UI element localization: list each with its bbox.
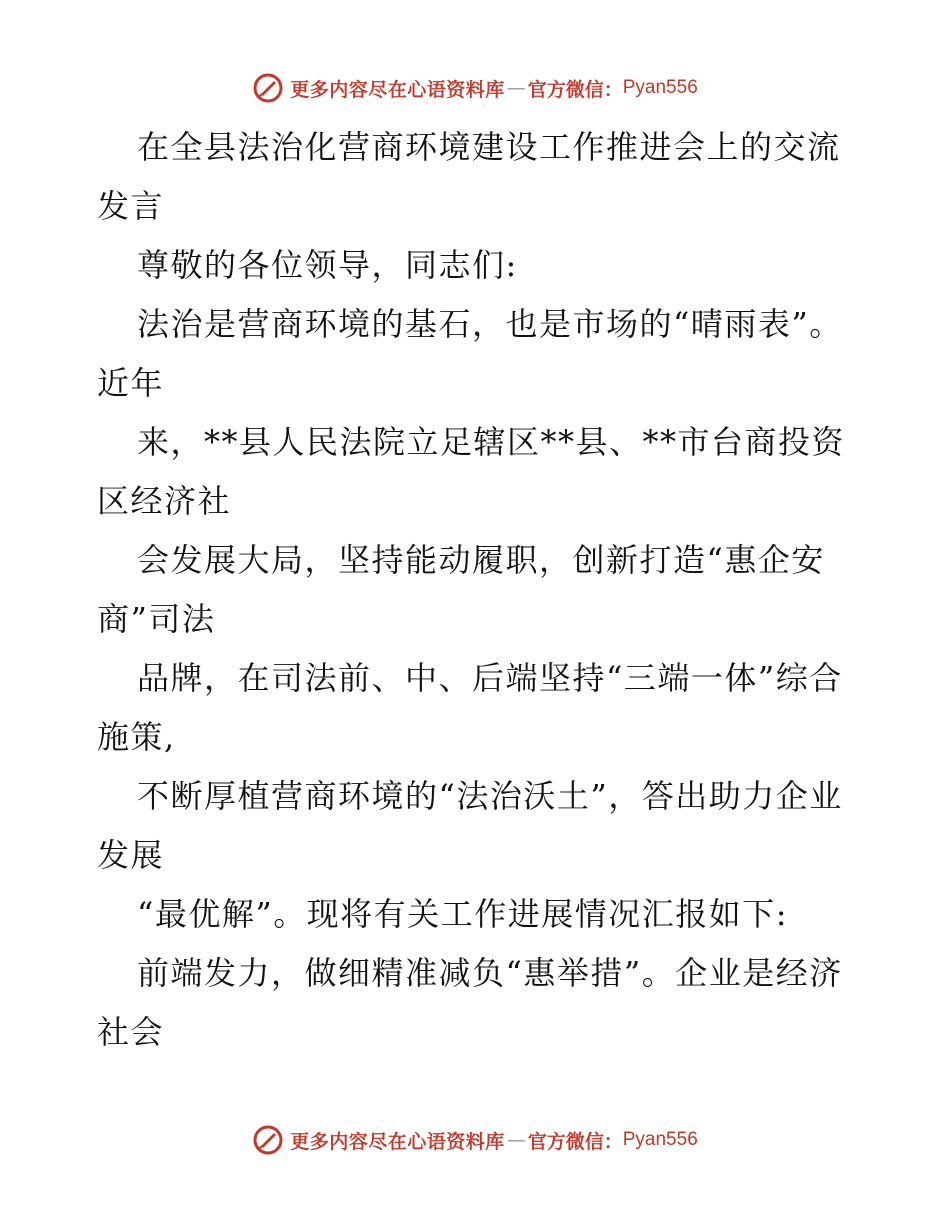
watermark-wechat-label: 官方微信： <box>527 1130 623 1153</box>
body-paragraph: 前端发力，做细精准减负“惠举措”。企业是经济社会 <box>97 954 843 1051</box>
document-body <box>97 118 857 1062</box>
body-paragraph: 不断厚植营商环境的“法治沃土”，答出助力企业发展 <box>97 777 843 874</box>
salutation: 尊敬的各位领导，同志们: <box>137 246 518 284</box>
watermark-brand: 更多内容尽在心语资料库 <box>290 78 505 101</box>
top-watermark <box>0 72 950 104</box>
body-paragraph: 品牌，在司法前、中、后端坚持“三端一体”综合施策, <box>97 659 843 756</box>
watermark-wechat-id: Pyan556 <box>622 1129 698 1150</box>
body-paragraph: 法治是营商环境的基石，也是市场的“晴雨表”。近年 <box>97 305 843 402</box>
watermark-wechat-id: Pyan556 <box>622 77 698 98</box>
bottom-watermark <box>0 1124 950 1156</box>
watermark-wechat-label: 官方微信： <box>527 78 623 101</box>
quill-logo-icon <box>252 1124 284 1156</box>
body-paragraph: “最优解”。现将有关工作进展情况汇报如下: <box>137 895 789 933</box>
quill-logo-icon <box>252 72 284 104</box>
watermark-separator: — <box>506 1129 526 1151</box>
body-paragraph: 会发展大局，坚持能动履职，创新打造“惠企安商”司法 <box>97 541 825 638</box>
watermark-separator: — <box>506 77 526 99</box>
document-title: 在全县法治化营商环境建设工作推进会上的交流发言 <box>97 128 841 225</box>
body-paragraph: 来，**县人民法院立足辖区**县、**市台商投资区经济社 <box>97 423 846 520</box>
watermark-brand: 更多内容尽在心语资料库 <box>290 1130 505 1153</box>
